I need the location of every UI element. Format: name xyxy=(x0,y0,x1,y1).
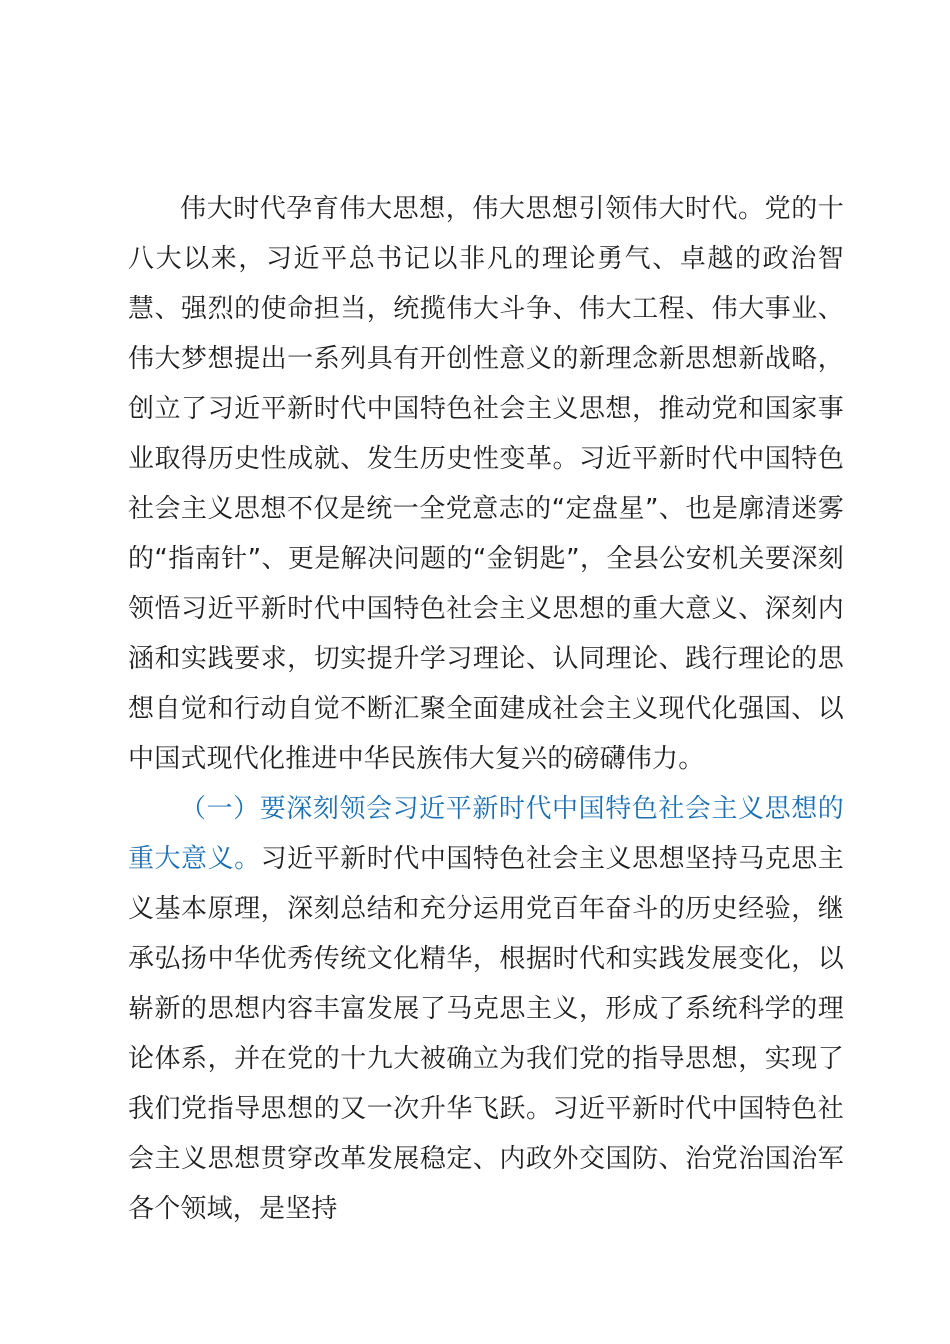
document-body xyxy=(128,184,844,1234)
section-1-body: 习近平新时代中国特色社会主义思想坚持马克思主义基本原理，深刻总结和充分运用党百年奋斗的历史经验，继承弘扬中华优秀传统文化精华，根据时代和实践发展变化，以崭新的思想内容丰富发展了马克思主义，形成了系统科学的理论体系，并在党的十九大被确立为我们党的指导思想，实现了我们党指导思想的又一次升华飞跃。习近平新时代中国特色社会主义思想贯穿改革发展稳定、内政外交国防、治党治国治军各个领域，是坚持 xyxy=(128,844,844,1224)
paragraph-section-1 xyxy=(128,784,844,1234)
section-1-heading: （一）要深刻领会习近平新时代中国特色社会主义思想的重大意义。 xyxy=(128,794,844,874)
paragraph-intro: 伟大时代孕育伟大思想，伟大思想引领伟大时代。党的十八大以来，习近平总书记以非凡的理论勇气、卓越的政治智慧、强烈的使命担当，统揽伟大斗争、伟大工程、伟大事业、伟大梦想提出一系列具有开创性意义的新理念新思想新战略，创立了习近平新时代中国特色社会主义思想，推动党和国家事业取得历史性成就、发生历史性变革。习近平新时代中国特色社会主义思想不仅是统一全党意志的“定盘星”、也是廓清迷雾的“指南针”、更是解决问题的“金钥匙”，全县公安机关要深刻领悟习近平新时代中国特色社会主义思想的重大意义、深刻内涵和实践要求，切实提升学习理论、认同理论、践行理论的思想自觉和行动自觉不断汇聚全面建成社会主义现代化强国、以中国式现代化推进中华民族伟大复兴的磅礴伟力。 xyxy=(128,194,844,774)
